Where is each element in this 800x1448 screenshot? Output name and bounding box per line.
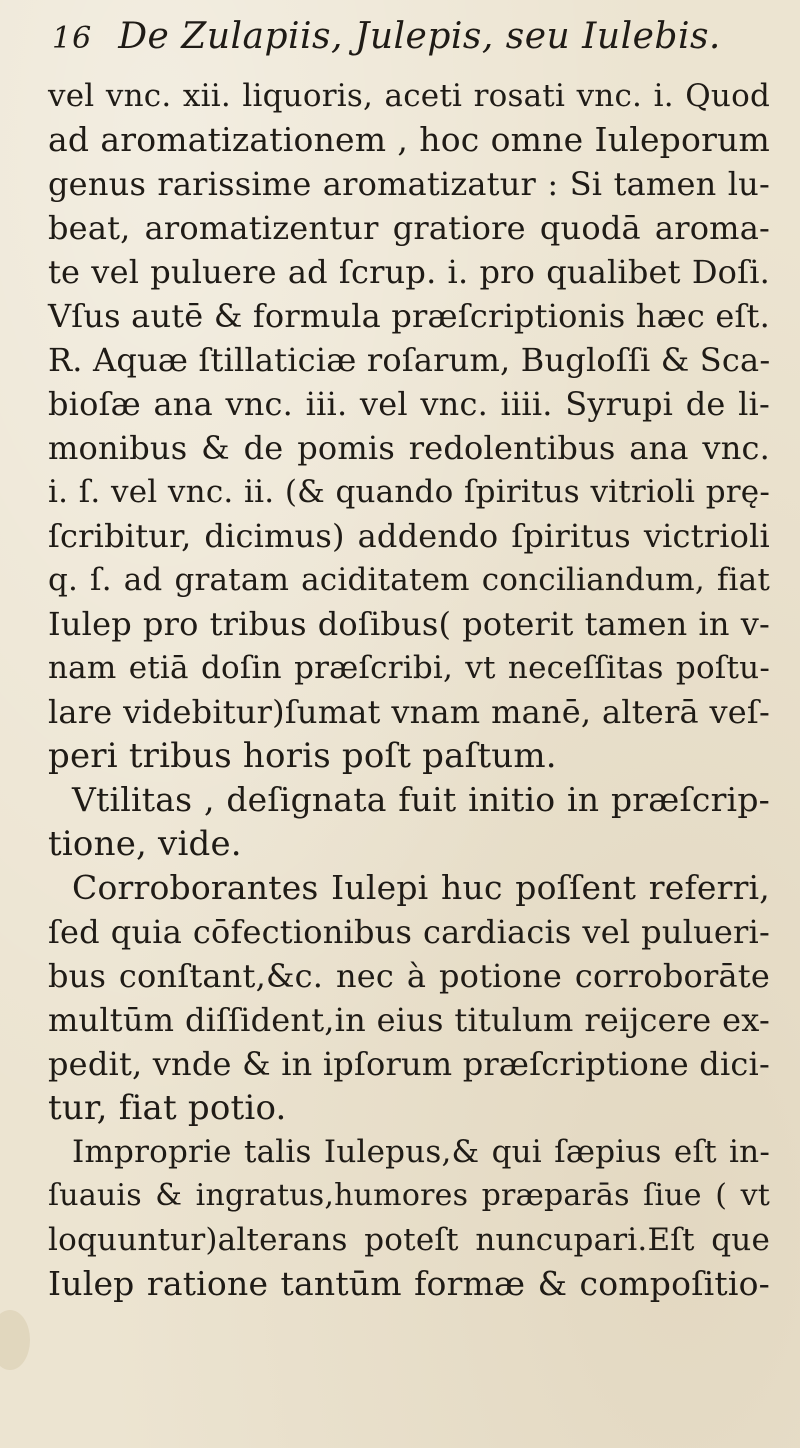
text-line: Corroborantes Iulepi huc poſſent referri, [72, 868, 770, 907]
text-line: Iulep ratione tantūm formæ & compoſitio- [48, 1264, 770, 1303]
text-line: i. ſ. vel vnc. ii. (& quando ſpiritus vitrioli prę- [48, 474, 770, 510]
text-line: q. ſ. ad gratam aciditatem conciliandum, fiat [48, 562, 770, 598]
text-line: ſcribitur, dicimus) addendo ſpiritus victrioli [48, 517, 770, 555]
text-line: R. Aquæ ſtillaticiæ roſarum, Bugloſſi & Sca- [48, 341, 771, 379]
text-line: ad aromatizationem , hoc omne Iuleporum [48, 120, 770, 159]
text-line: Vtilitas , deſignata fuit initio in præſcrip- [72, 780, 770, 819]
text-line: multūm diſſident,in eius titulum reijcere ex- [48, 1001, 770, 1039]
text-line: peri tribus horis poſt paſtum. [48, 736, 557, 776]
text-line: tur, fiat potio. [48, 1088, 287, 1128]
body-text [48, 74, 770, 1306]
text-line: pedit, vnde & in ipſorum præſcriptione dici- [48, 1045, 770, 1083]
text-line: Iulep pro tribus doſibus( poterit tamen in v- [48, 605, 770, 643]
text-line: Improprie talis Iulepus,& qui ſæpius eſt in- [72, 1134, 770, 1170]
text-line: bus conſtant,&c. nec à potione corroborāte [48, 957, 770, 995]
text-line: beat, aromatizentur gratiore quodā aroma- [48, 209, 770, 247]
page-number: 16 [52, 21, 93, 56]
text-line: te vel puluere ad ſcrup. i. pro qualibet Doſi. [48, 253, 770, 291]
text-line: bioſæ ana vnc. iii. vel vnc. iiii. Syrupi de li- [48, 385, 770, 423]
text-line: loquuntur)alterans poteſt nuncupari.Eſt que [48, 1222, 770, 1258]
text-line: tione, vide. [48, 824, 242, 864]
paper-stain [0, 1310, 30, 1370]
text-line: nam etiā doſin præſcribi, vt neceſſitas poſtu- [48, 650, 770, 686]
running-head: De Zulapiis, Julepis, seu Iulebis. [118, 16, 721, 57]
text-line: monibus & de pomis redolentibus ana vnc. [48, 429, 770, 467]
text-line: ſuauis & ingratus,humores præparās ſiue ( vt [48, 1178, 770, 1213]
page-header [52, 16, 770, 70]
text-line: genus rarissime aromatizatur : Si tamen lu- [48, 165, 770, 203]
text-line: Vſus autē & formula præſcriptionis hæc eſt. [48, 297, 770, 335]
text-line: vel vnc. xii. liquoris, aceti rosati vnc. i. Quod [48, 78, 770, 114]
text-line: ſed quia cōfectionibus cardiacis vel pulueri- [48, 913, 770, 951]
text-line: lare videbitur)ſumat vnam manē, alterā veſ- [48, 693, 770, 731]
